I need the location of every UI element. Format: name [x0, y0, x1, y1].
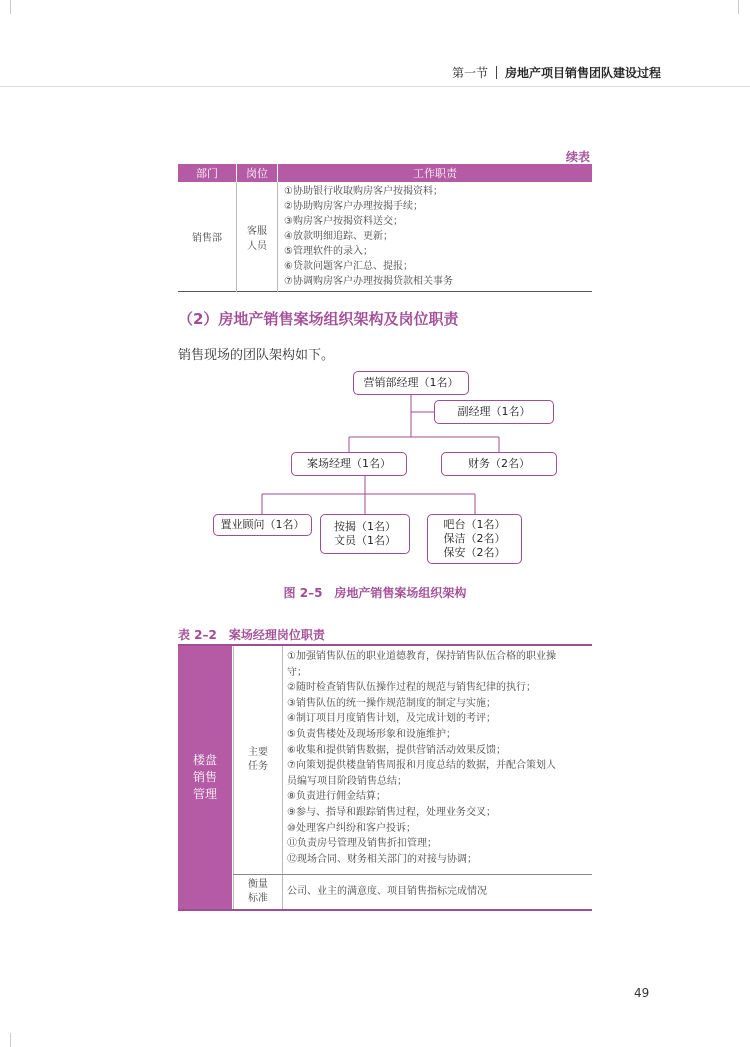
- running-header: [452, 64, 712, 82]
- org-node-director: [353, 371, 469, 395]
- org-node-label: 案场经理（1名）: [307, 457, 391, 470]
- col-header-position: 岗位: [237, 164, 278, 182]
- scan-edge-mark: [10, 1033, 11, 1047]
- task-item: ⑨参与、指导和跟踪销售过程，处理业务交叉；: [287, 806, 496, 818]
- org-node-label: 保安（2名）: [443, 546, 506, 559]
- task-item: ⑩处理客户纠纷和客户投诉；: [287, 822, 416, 834]
- col-header-department: 部门: [178, 164, 237, 182]
- task-item: ⑪负责房号管理及销售折扣管理；: [287, 838, 437, 850]
- standard-cell: 公司、业主的满意度、项目销售指标完成情况: [287, 886, 487, 897]
- org-node-deputy: [434, 400, 554, 424]
- position-cell: [237, 182, 278, 292]
- duties-table-continued: [178, 164, 592, 292]
- task-item: ④制订项目月度销售计划，及完成计划的考评；: [287, 713, 496, 725]
- duties-cell: [278, 182, 593, 292]
- row-label-line: 主要: [248, 747, 268, 758]
- position-line: 人员: [247, 240, 267, 252]
- table2-bottom-rule: [178, 909, 592, 911]
- header-section: 第一节: [452, 66, 489, 80]
- task-item: 员编写项目阶段销售总结；: [287, 775, 407, 787]
- scan-edge-mark: [738, 0, 739, 14]
- duty-item: ②协助购房客户办理按揭手续；: [284, 201, 423, 212]
- duty-item: ①协助银行收取购房客户按揭资料；: [284, 186, 443, 197]
- header-separator: [496, 66, 497, 79]
- duty-item: ⑤管理软件的录入；: [284, 246, 373, 257]
- figure-caption: 图 2–5 房地产销售案场组织架构: [283, 586, 467, 600]
- org-node-label: 副经理（1名）: [457, 405, 531, 418]
- task-item: ②随时检查销售队伍操作过程的规范与销售纪律的执行；: [287, 682, 536, 694]
- row-label-main-tasks: [233, 646, 283, 874]
- tasks-cell: [287, 649, 587, 867]
- duty-item: ④放款明细追踪、更新；: [284, 231, 393, 242]
- intro-text: 销售现场的团队架构如下。: [178, 348, 335, 363]
- org-node-support-staff: [427, 514, 522, 564]
- row-label-line: 任务: [248, 761, 268, 772]
- org-node-label: 营销部经理（1名）: [363, 376, 459, 389]
- org-node-label: 保洁（2名）: [443, 532, 506, 545]
- row-label-standard: [233, 875, 283, 909]
- table2-category-cell: [178, 646, 232, 909]
- task-item: ③销售队伍的统一操作规范制度的制定与实施；: [287, 697, 496, 709]
- duty-item: ⑦协调购房客户办理按揭贷款相关事务: [284, 276, 453, 287]
- category-line: 楼盘: [192, 753, 217, 767]
- header-rule: [0, 86, 750, 87]
- table2-row-divider: [233, 874, 592, 875]
- row-label-line: 衡量: [248, 879, 268, 890]
- org-node-label: 文员（1名）: [334, 534, 396, 547]
- duty-item: ③购房客户按揭资料送交；: [284, 216, 403, 227]
- org-node-label: 置业顾问（1名）: [220, 518, 305, 531]
- section-heading: （2）房地产销售案场组织架构及岗位职责: [178, 310, 459, 328]
- category-line: 管理: [192, 787, 217, 801]
- duty-item: ⑥贷款问题客户汇总、提报；: [284, 261, 413, 272]
- table-row: [178, 182, 592, 292]
- category-line: 销售: [192, 770, 217, 784]
- header-title: 房地产项目销售团队建设过程: [505, 66, 662, 80]
- task-item: ①加强销售队伍的职业道德教育，保持销售队伍合格的职业操: [287, 651, 556, 662]
- position-line: 客服: [247, 225, 267, 237]
- org-node-finance: [441, 452, 557, 476]
- org-node-mortgage-clerk: [320, 514, 410, 554]
- row-label-line: 标准: [248, 893, 268, 904]
- org-node-label: 按揭（1名）: [334, 520, 396, 533]
- continued-label: 续表: [566, 150, 591, 164]
- org-node-consultant: [213, 514, 312, 536]
- task-item: ⑫现场合同、财务相关部门的对接与协调；: [287, 853, 477, 865]
- task-item: ⑦向策划提供楼盘销售周报和月度总结的数据，并配合策划人: [287, 760, 556, 772]
- department-cell: 销售部: [192, 233, 222, 244]
- org-node-site-manager: [291, 452, 407, 476]
- task-item: ⑥收集和提供销售数据，提供营销活动效果反馈；: [287, 744, 506, 756]
- task-item: ⑤负责售楼处及现场形象和设施维护；: [287, 728, 456, 740]
- page-number: 49: [634, 986, 650, 1000]
- org-node-label: 吧台（1名）: [443, 518, 506, 531]
- task-item: ⑧负责进行佣金结算；: [287, 791, 386, 803]
- col-header-duties: 工作职责: [278, 164, 593, 182]
- table-header-row: [178, 164, 592, 182]
- org-node-label: 财务（2名）: [468, 457, 530, 470]
- table2-title: 表 2–2 案场经理岗位职责: [178, 628, 325, 642]
- task-item: 守；: [287, 666, 307, 678]
- scan-edge-mark: [10, 0, 11, 14]
